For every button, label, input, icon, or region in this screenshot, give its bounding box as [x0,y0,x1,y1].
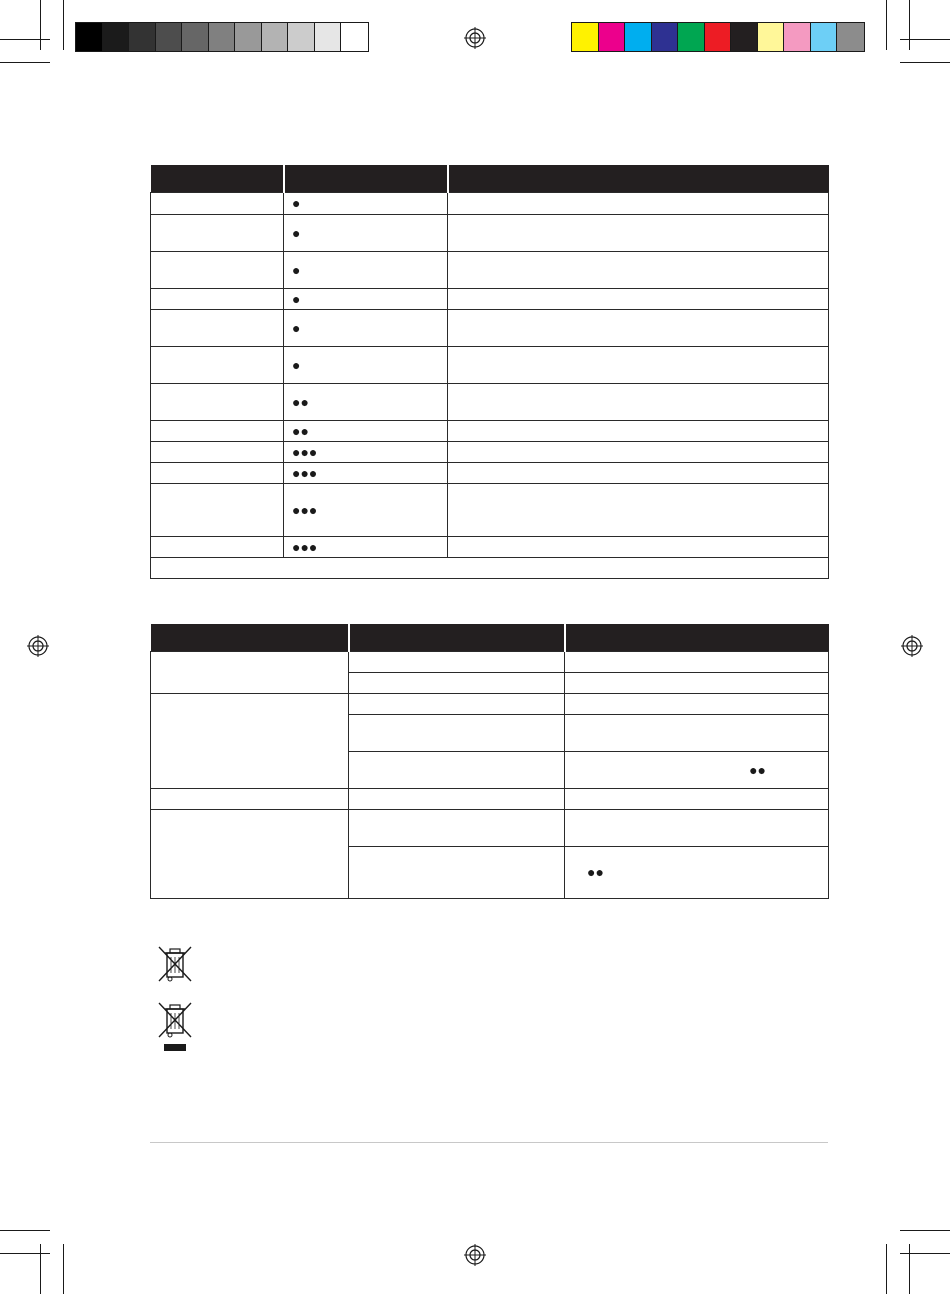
table-row [151,789,829,810]
table-row [151,558,829,579]
table-row [151,484,829,537]
table-row [151,537,829,558]
indicator-dots: ●● [292,422,309,439]
crop-mark [909,1244,910,1294]
crossed-bin-icon [157,945,193,983]
registration-mark-icon [464,1244,486,1266]
crop-mark [40,0,41,50]
indicator-table [150,165,829,579]
table-row [151,463,829,484]
troubleshooting-table [150,624,829,899]
crossed-bin-with-bar-icon [157,1001,193,1053]
indicator-dots: ● [292,319,301,336]
color-swatch [758,23,785,51]
color-swatch [288,23,315,51]
crop-mark [900,39,950,40]
indicator-dots: ●● [587,864,604,880]
grayscale-color-bar [75,22,369,52]
color-swatch [731,23,758,51]
color-swatch [182,23,209,51]
color-swatch [652,23,679,51]
indicator-dots: ●●● [292,443,318,460]
table-row [151,252,829,289]
table-row [151,347,829,384]
color-swatch [811,23,838,51]
crop-mark [63,1244,64,1294]
table-row [151,384,829,421]
crop-mark [40,1244,41,1294]
table-row [151,193,829,215]
color-swatch [837,23,864,51]
crop-mark [900,62,950,63]
table-row [151,289,829,310]
table-header-row [151,165,829,193]
indicator-dots: ●●● [292,464,318,481]
registration-mark-icon [464,27,486,49]
crop-mark [900,1230,950,1231]
crop-mark [886,1244,887,1294]
color-swatch [76,23,103,51]
color-swatch [784,23,811,51]
indicator-dots: ● [292,261,301,278]
color-swatch [209,23,236,51]
crop-mark [0,1253,50,1254]
indicator-dots: ●● [749,761,766,778]
indicator-dots: ●●● [292,501,318,518]
registration-mark-icon [901,635,923,657]
crop-mark [63,0,64,50]
registration-mark-icon [27,635,49,657]
footer-rule [150,1142,828,1143]
indicator-dots: ● [292,224,301,241]
table-row [151,215,829,252]
indicator-dots: ● [292,290,301,307]
crop-mark [886,0,887,50]
table-row [151,442,829,463]
indicator-dots: ● [292,356,301,373]
color-swatch [262,23,289,51]
indicator-dots: ●●● [292,538,318,555]
table-row [151,421,829,442]
color-swatch [315,23,342,51]
color-swatch [599,23,626,51]
crop-mark [0,62,50,63]
color-swatch [235,23,262,51]
crop-mark [900,1253,950,1254]
color-swatch [572,23,599,51]
color-swatch [625,23,652,51]
color-swatch [341,23,368,51]
table-row [151,310,829,347]
color-swatch [678,23,705,51]
color-swatch [129,23,156,51]
table-row [151,810,829,847]
table-row [151,652,829,673]
indicator-dots: ● [292,195,301,211]
table-header-row [151,624,829,652]
color-swatch [156,23,183,51]
table-row [151,694,829,715]
crop-mark [909,0,910,50]
crop-mark [0,39,50,40]
indicator-dots: ●● [292,393,309,410]
crop-mark [0,1230,50,1231]
color-swatch [705,23,732,51]
color-swatch [103,23,130,51]
process-color-bar [571,22,865,52]
